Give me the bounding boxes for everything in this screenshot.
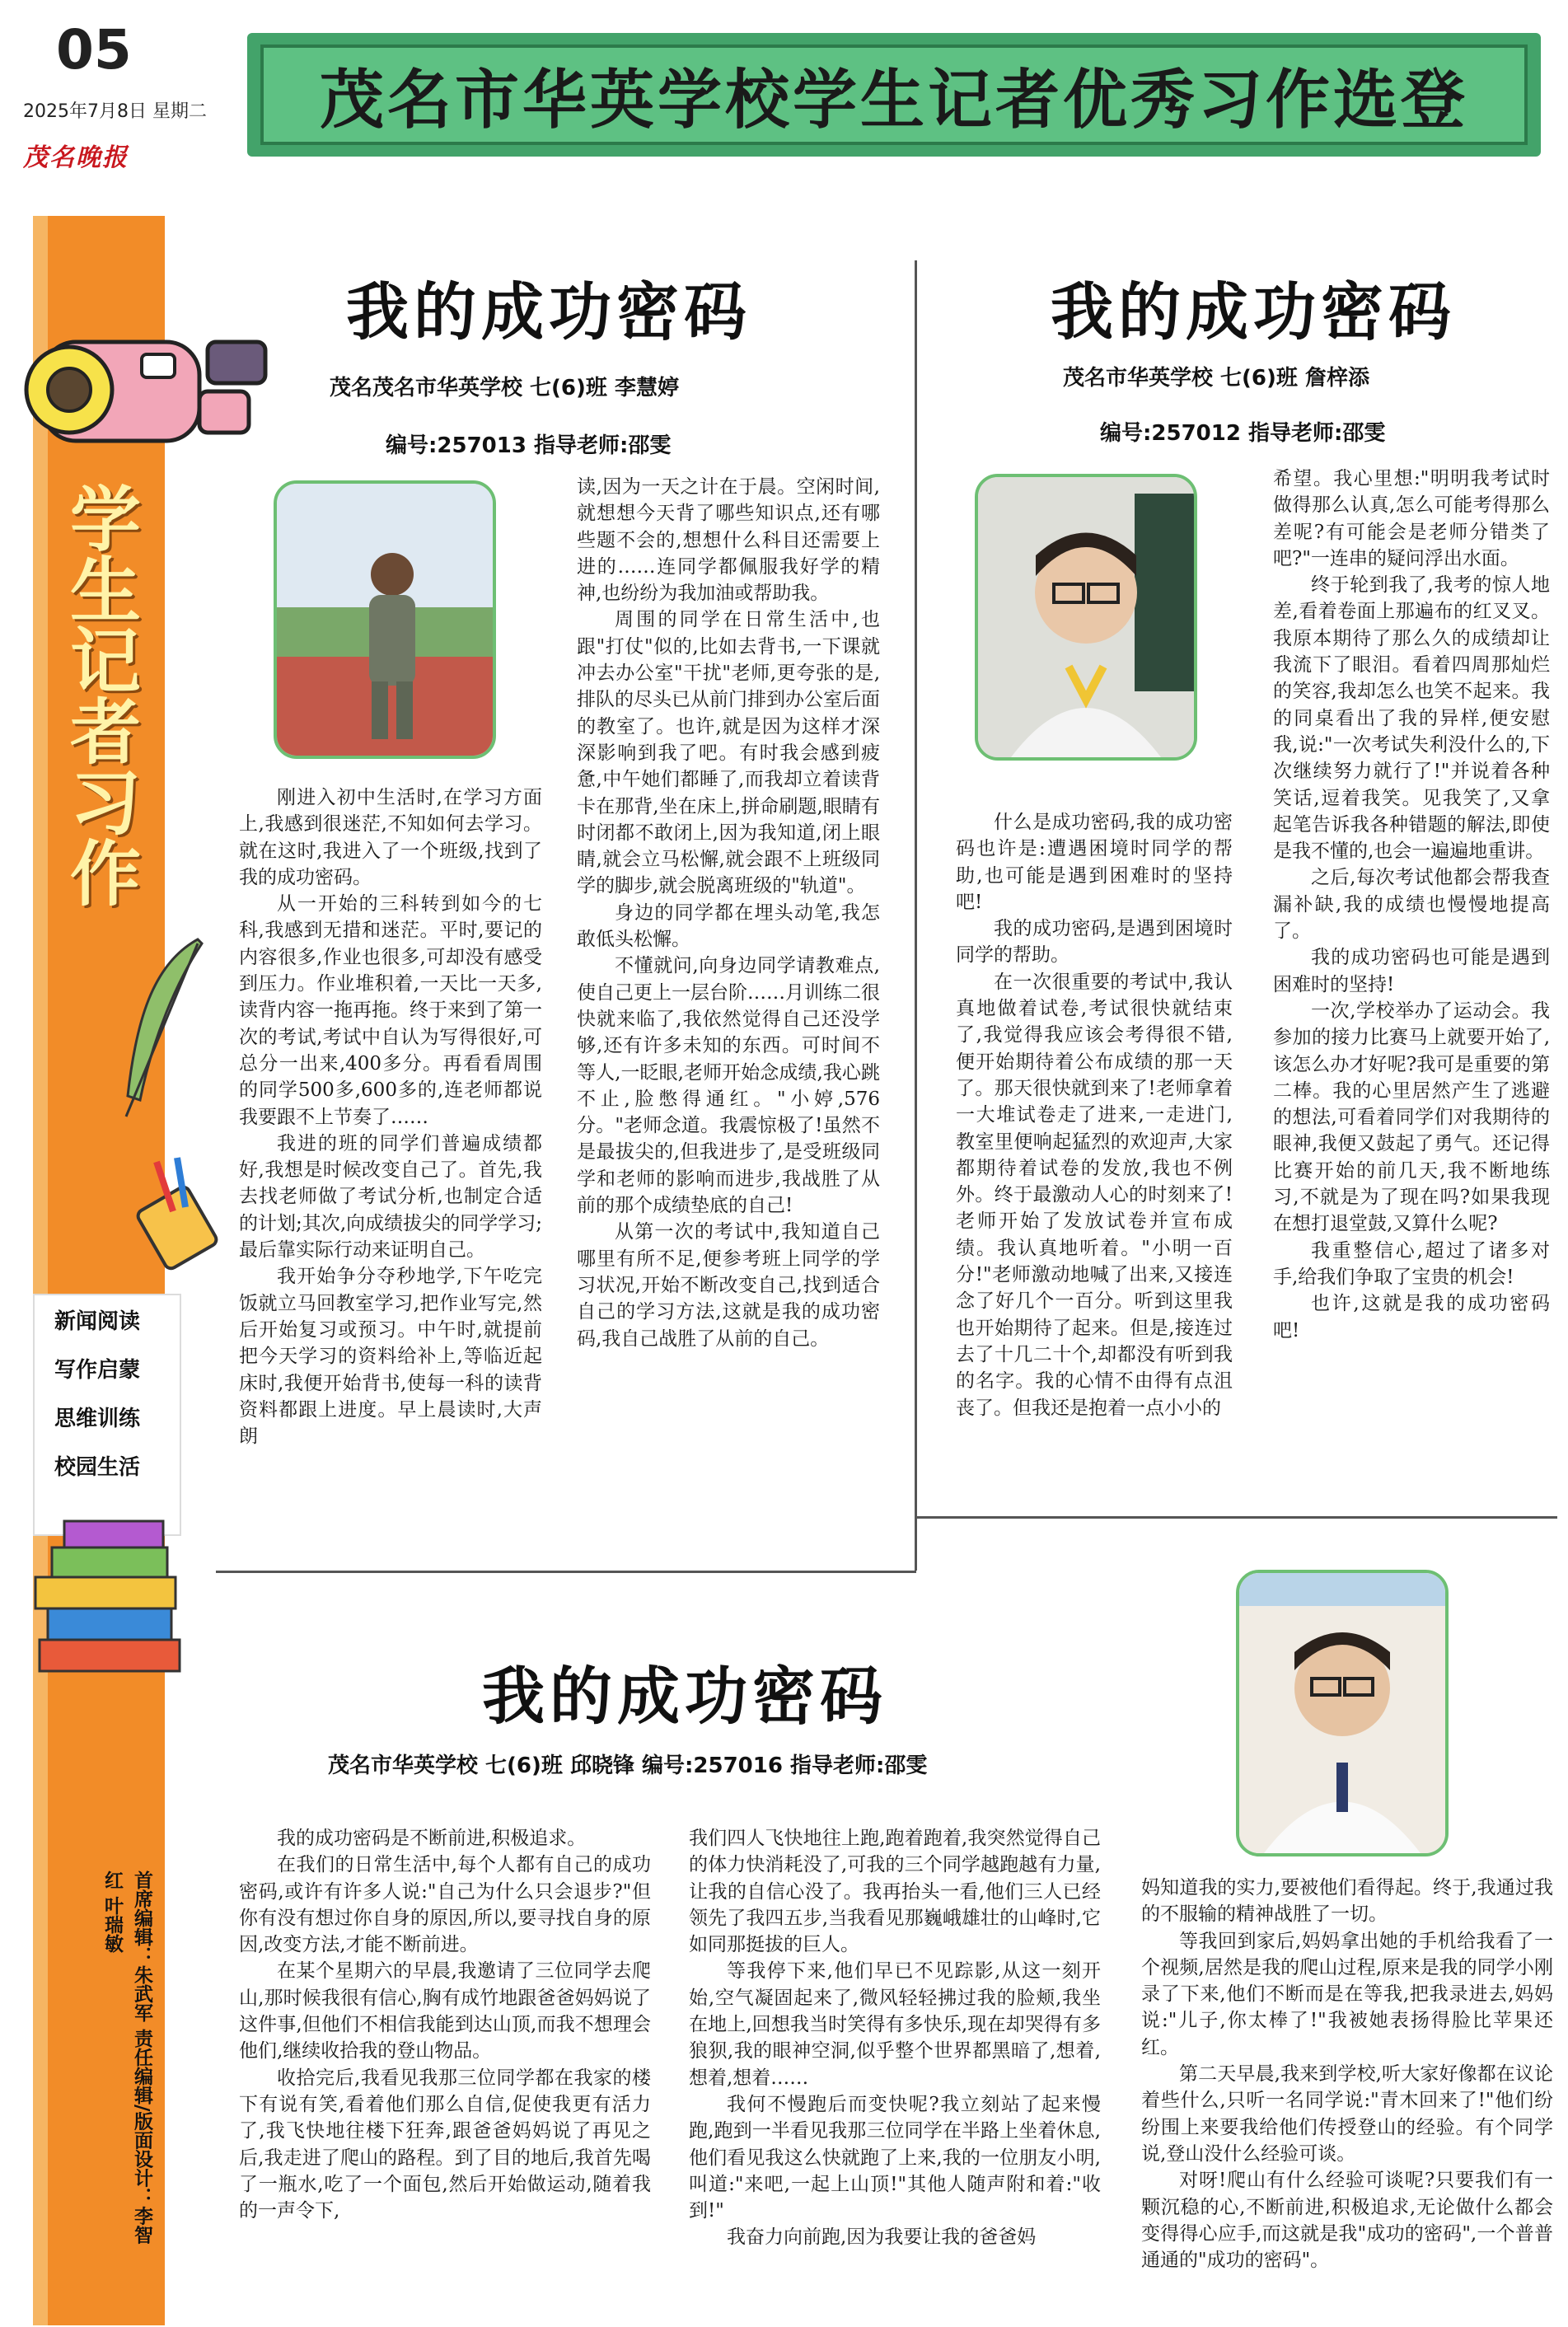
camera-icon — [18, 325, 282, 457]
paragraph: 希望。我心里想:"明明我考试时做得那么认真,怎么可能考得那么差呢?有可能会是老师分错类了吧?"一连串的疑问浮出水面。 — [1273, 468, 1550, 569]
article-2-number: 编号:257012 指导老师:邵雯 — [1100, 421, 1386, 446]
paragraph: 妈知道我的实力,要被他们看得起。终于,我通过我的不服输的精神战胜了一切。 — [1141, 1877, 1553, 1926]
article-1-column-1 — [239, 784, 542, 1449]
paragraph: 对呀!爬山有什么经验可谈呢?只要我们有一颗沉稳的心,不断前进,积极追求,无论做什么都会变得得心应手,而这就是我"成功的密码",一个普普通通的"成功的密码"。 — [1141, 2170, 1553, 2272]
paragraph: 读,因为一天之计在于晨。空闲时间,就想想今天背了哪些知识点,还有哪些题不会的,想想什么科目还需要上进的……连同学都佩服我好学的精神,也纷纷为我加油或帮助我。 — [577, 476, 880, 605]
menu-item-campus-life: 校园生活 — [54, 1455, 141, 1480]
paragraph: 刚进入初中生活时,在学习方面上,我感到很迷茫,不知如何去学习。就在这时,我进入了一个班级,找到了我的成功密码。 — [239, 787, 542, 888]
quill-icon — [103, 931, 210, 1137]
paragraph: 我奋力向前跑,因为我要让我的爸爸妈 — [727, 2226, 1037, 2249]
sidebar-strip — [33, 216, 48, 2325]
page-banner — [247, 33, 1541, 157]
column-title: 学生记者习作 — [58, 482, 141, 907]
section-divider-right — [915, 1516, 1557, 1519]
student-photo-boy-glasses — [978, 477, 1194, 757]
newspaper-logo: 茂名晚报 — [23, 143, 129, 172]
pencil-cup-icon — [115, 1154, 222, 1277]
article-2-title: 我的成功密码 — [1051, 275, 1456, 349]
article-2-photo — [975, 474, 1197, 761]
paragraph: 第二天早晨,我来到学校,听大家好像都在议论着些什么,只听一名同学说:"青木回来了!"他们纷纷围上来要我给他们传授登山的经验。有个同学说,登山没什么经验可谈。 — [1141, 2063, 1553, 2165]
paragraph: 不懂就问,向身边同学请教难点,使自己更上一层台阶……月训练二很快就来临了,我依然觉得自己还没学够,还有许多未知的东西。可时间不等人,一眨眼,老师开始念成绩,我心跳不止,脸憋得通红。"小婷,576分。"老师念道。我震惊极了!虽然不是最拔尖的,但我进步了,是受班级同学和老师的影响而进步,我战胜了从前的那个成绩垫底的自己! — [577, 955, 880, 1217]
article-2-column-1 — [956, 809, 1233, 1421]
article-2-column-2 — [1273, 466, 1550, 1344]
student-photo-boy-shirt — [1239, 1573, 1445, 1853]
column-divider — [915, 260, 917, 1571]
paragraph: 我们四人飞快地往上跑,跑着跑着,我突然觉得自己的体力快消耗没了,可我的三个同学越跑越有力量,让我的自信心没了。我再抬头一看,他们三人已经领先了我四五步,当我看见那巍峨雄壮的山峰时,它如同那挺拔的巨人。 — [689, 1828, 1101, 1956]
paragraph: 一次,学校举办了运动会。我参加的接力比赛马上就要开始了,该怎么办才好呢?我可是重要的第二棒。我的心里居然产生了逃避的想法,可看着同学们对我期待的眼神,我便又鼓起了勇气。还记得比赛开始的前几天,我不断地练习,不就是为了现在吗?如果我现在想打退堂鼓,又算什么呢? — [1273, 1000, 1550, 1235]
paragraph: 我重整信心,超过了诸多对手,给我们争取了宝贵的机会! — [1273, 1239, 1550, 1288]
banner-inner — [260, 44, 1528, 145]
paragraph: 从第一次的考试中,我知道自己哪里有所不足,便参考班上同学的学习状况,开始不断改变自己,找到适合自己的学习方法,这就是我的成功密码,我自己战胜了从前的自己。 — [577, 1221, 880, 1350]
paragraph: 什么是成功密码,我的成功密码也许是:遭遇困境时同学的帮助,也可能是遇到困难时的坚持吧! — [956, 812, 1233, 913]
paragraph: 我的成功密码也可能是遇到困难时的坚持! — [1273, 947, 1550, 995]
article-3-author: 茂名市华英学校 七(6)班 邱晓锋 编号:257016 指导老师:邵雯 — [328, 1753, 928, 1778]
paragraph: 周围的同学在日常生活中,也跟"打仗"似的,比如去背书,一下课就冲去办公室"干扰"老师,更夸张的是,排队的尽头已从前门排到办公室后面的教室了。也许,就是因为这样才深深影响到我了吧。有时我会感到疲惫,中午她们都睡了,而我却立着读背卡在那背,坐在床上,拼命刷题,眼睛有时闭都不敢闭上,因为我知道,闭上眼睛,就会立马松懈,就会跟不上班级同学的脚步,就会脱离班级的"轨道"。 — [577, 609, 880, 897]
banner-title: 茂名市华英学校学生记者优秀习作选登 — [319, 63, 1468, 138]
paragraph: 等我回到家后,妈妈拿出她的手机给我看了一个视频,居然是我的爬山过程,原来是我的同学小刚录了下来,他们不断而是在等我,把我录进去,妈妈说:"儿子,你太棒了!"我被她表扬得脸比苹果还红。 — [1141, 1930, 1553, 2058]
section-divider — [216, 1571, 916, 1573]
books-icon — [23, 1516, 196, 1689]
article-3-column-1 — [239, 1825, 651, 2224]
menu-item-news-reading: 新闻阅读 — [54, 1309, 141, 1334]
paragraph: 之后,每次考试他都会帮我查漏补缺,我的成绩也慢慢地提高了。 — [1273, 867, 1550, 943]
article-1-title: 我的成功密码 — [346, 275, 751, 349]
paragraph: 在我们的日常生活中,每个人都有自己的成功密码,或许有许多人说:"自己为什么只会退步?"但你有没有想过你自身的原因,所以,要寻找自身的原因,改变方法,才能不断前进。 — [239, 1854, 651, 1956]
article-1-column-2 — [577, 474, 880, 1352]
menu-item-thinking-training: 思维训练 — [54, 1407, 141, 1431]
paragraph: 收拾完后,我看见我那三位同学都在我家的楼下有说有笑,看着他们那么自信,促使我更有活力了,我飞快地往楼下狂奔,跟爸爸妈妈说了再见之后,我走进了爬山的路程。到了目的地后,我首先喝了一瓶水,吃了一个面包,然后开始做运动,随着我的一声令下, — [239, 2067, 651, 2222]
paragraph: 我何不慢跑后而变快呢?我立刻站了起来慢跑,跑到一半看见我那三位同学在半路上坐着休息,他们看见我这么快就跑了上来,我的一位朋友小明,叫道:"来吧,一起上山顶!"其他人随声附和着:"收到!" — [689, 2093, 1101, 2222]
menu-item-writing-enlightenment: 写作启蒙 — [54, 1358, 141, 1383]
article-3-column-3 — [1141, 1875, 1553, 2273]
paragraph: 也许,这就是我的成功密码吧! — [1273, 1293, 1550, 1341]
paragraph: 我进的班的同学们普遍成绩都好,我想是时候改变自己了。首先,我去找老师做了考试分析,也制定合适的计划;其次,向成绩拔尖的同学学习;最后靠实际行动来证明自己。 — [239, 1132, 542, 1262]
paragraph: 在一次很重要的考试中,我认真地做着试卷,考试很快就结束了,我觉得我应该会考得很不错,便开始期待着公布成绩的那一天了。那天很快就到来了!老师拿着一大堆试卷走了进来,一走进门,教室里便响起猛烈的欢迎声,大家都期待着试卷的发放,我也不例外。终于最激动人心的时刻来了!老师开始了发放试卷并宣布成绩。我认真地听着。"小明一百分!"老师激动地喊了出来,又接连念了好几个一百分。听到这里我也开始期待了起来。但是,接连过去了十几二十个,却都没有听到我的名字。我的心情不由得有点沮丧了。但我还是抱着一点小小的 — [956, 971, 1233, 1419]
article-1-author: 茂名茂名市华英学校 七(6)班 李慧婷 — [330, 376, 679, 400]
article-2-author: 茂名市华英学校 七(6)班 詹梓添 — [1063, 366, 1369, 391]
issue-date: 2025年7月8日 星期二 — [23, 101, 207, 122]
section-menu — [33, 1294, 181, 1536]
paragraph: 从一开始的三科转到如今的七科,我感到无措和迷茫。平时,要记的内容很多,作业也很多,可却没有感受到压力。作业堆积着,一天比一天多,读背内容一拖再拖。终于来到了第一次的考试,考试中自认为写得很好,可总分一出来,400多分。再看看周围的同学500多,600多的,连老师都说我要跟不上节奏了…… — [239, 893, 542, 1128]
paragraph: 在某个星期六的早晨,我邀请了三位同学去爬山,那时候我很有信心,胸有成竹地跟爸爸妈妈说了这件事,但他们不相信我能到达山顶,而我不想理会他们,继续收拾我的登山物品。 — [239, 1960, 651, 2062]
editors-credit: 首席编辑：朱武军 责任编辑/版面设计：李智红 叶瑞敏 — [101, 1870, 152, 2245]
paragraph: 我的成功密码是不断前进,积极追求。 — [277, 1828, 587, 1849]
article-3-column-2 — [689, 1825, 1101, 2251]
article-3-photo — [1236, 1570, 1449, 1856]
page-number: 05 — [56, 18, 132, 82]
student-photo-girl — [277, 484, 493, 756]
article-3-title: 我的成功密码 — [482, 1660, 887, 1733]
paragraph: 我的成功密码,是遇到困境时同学的帮助。 — [956, 918, 1233, 967]
article-1-number: 编号:257013 指导老师:邵雯 — [386, 433, 672, 458]
paragraph: 我开始争分夺秒地学,下午吃完饭就立马回教室学习,把作业写完,然后开始复习或预习。中午时,就提前把今天学习的资料给补上,等临近起床时,我便开始背书,使每一科的读背资料都跟上进度。早上晨读时,大声朗 — [239, 1266, 542, 1448]
paragraph: 身边的同学都在埋头动笔,我怎敢低头松懈。 — [577, 901, 880, 951]
paragraph: 等我停下来,他们早已不见踪影,从这一刻开始,空气凝固起来了,微风轻轻拂过我的脸颊,我坐在地上,回想我当时笑得有多快乐,现在却哭得有多狼狈,我的眼神空洞,似乎整个世界都黑暗了,想着,想着,想着…… — [689, 1960, 1101, 2089]
article-1-photo — [274, 480, 496, 759]
paragraph: 终于轮到我了,我考的惊人地差,看着卷面上那遍布的红叉叉。我原本期待了那么久的成绩却让我流下了眼泪。看着四周那灿烂的笑容,我却怎么也笑不起来。我的同桌看出了我的异样,便安慰我,说:"一次考试失利没什么的,下次继续努力就行了!"并说着各种笑话,逗着我笑。见我笑了,又拿起笔告诉我各种错题的解法,即使是我不懂的,也会一遍遍地重讲。 — [1273, 574, 1550, 863]
